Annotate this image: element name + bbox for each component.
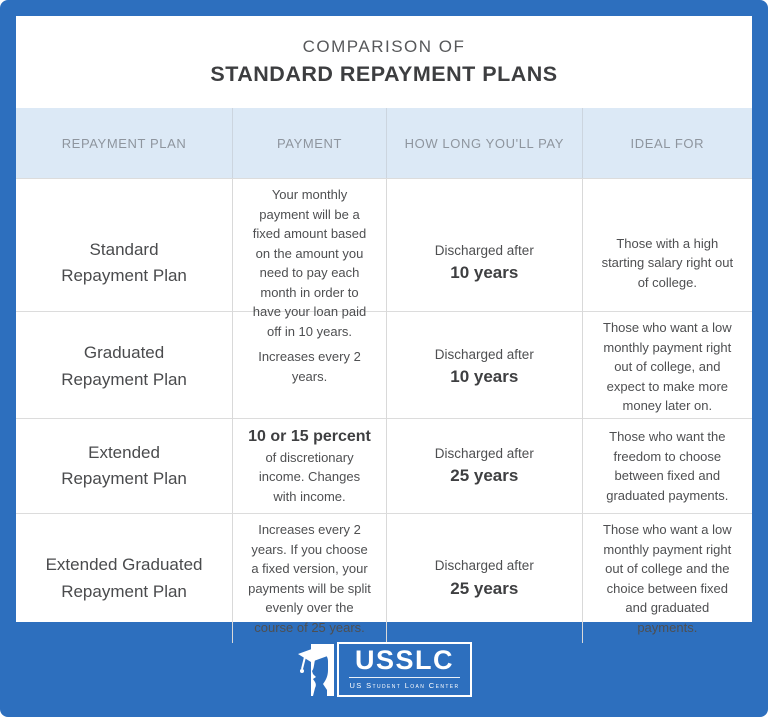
header-label: PAYMENT xyxy=(276,135,343,151)
table-row xyxy=(16,178,752,339)
table-header-row xyxy=(16,108,752,178)
duration-value: 25 years xyxy=(450,578,519,598)
duration-cell xyxy=(387,419,583,513)
logo-text-box xyxy=(337,642,471,697)
payment-bold-text: 10 or 15 percent xyxy=(248,427,371,445)
header-cell-repayment-plan xyxy=(16,108,233,178)
payment-text: Increases every 2 years. xyxy=(258,349,361,384)
payment-cell xyxy=(233,312,387,422)
header-cell-ideal-for xyxy=(583,108,752,178)
duration-value: 10 years xyxy=(450,263,519,283)
plan-name-cell xyxy=(16,312,233,422)
ideal-for-text: Those who want the freedom to choose between fixed and graduated payments. xyxy=(606,429,729,503)
header-cell-payment xyxy=(233,108,387,178)
plan-name: Graduated Repayment Plan xyxy=(61,343,187,389)
header-cell-how-long xyxy=(387,108,583,178)
comparison-card xyxy=(16,16,752,635)
duration-prefix: Discharged after xyxy=(434,242,534,258)
ideal-for-cell xyxy=(583,312,752,422)
ideal-for-text: Those with a high starting salary right out of college. xyxy=(601,235,734,290)
footer-band xyxy=(16,622,752,717)
header-label: IDEAL FOR xyxy=(630,135,705,151)
ideal-for-text: Those who want a low monthly payment right out of college and the choice between fixed and graduated payments. xyxy=(603,522,732,635)
logo-subtext: US Student Loan Center xyxy=(349,677,459,690)
table-row xyxy=(16,311,752,418)
page-title xyxy=(16,16,752,108)
duration-prefix: Discharged after xyxy=(434,346,534,362)
usslc-logo xyxy=(296,641,471,699)
payment-text: of discretionary income. Changes with income. xyxy=(258,449,361,504)
duration-prefix: Discharged after xyxy=(434,558,534,574)
table-row xyxy=(16,418,752,513)
duration-value: 25 years xyxy=(450,466,519,486)
graduate-silhouette-icon xyxy=(296,641,338,699)
plan-name-cell xyxy=(16,419,233,513)
header-label: REPAYMENT PLAN xyxy=(61,135,187,151)
ideal-for-text: Those who want a low monthly payment right out of college, and expect to make more money later on. xyxy=(603,320,732,413)
table-row xyxy=(16,513,752,635)
ideal-for-cell xyxy=(583,419,752,513)
duration-prefix: Discharged after xyxy=(434,445,534,461)
title-main: STANDARD REPAYMENT PLANS xyxy=(210,62,558,86)
payment-cell xyxy=(233,419,387,513)
header-label: HOW LONG YOU'LL PAY xyxy=(404,135,564,151)
duration-value: 10 years xyxy=(450,366,519,386)
title-eyebrow: COMPARISON OF xyxy=(302,37,466,56)
plan-name: Extended Repayment Plan xyxy=(61,442,187,488)
duration-cell xyxy=(387,312,583,422)
payment-text: Your monthly payment will be a fixed amount based on the amount you need to pay each month in order to have your loan paid off in 10 years. xyxy=(252,187,367,339)
plan-name: Extended Graduated Repayment Plan xyxy=(45,555,203,601)
payment-text: Increases every 2 years. If you choose a fixed version, your payments will be split evenly over the course of 25 years. xyxy=(248,522,371,635)
logo-acronym: USSLC xyxy=(354,645,454,676)
plan-name: Standard Repayment Plan xyxy=(61,239,187,285)
